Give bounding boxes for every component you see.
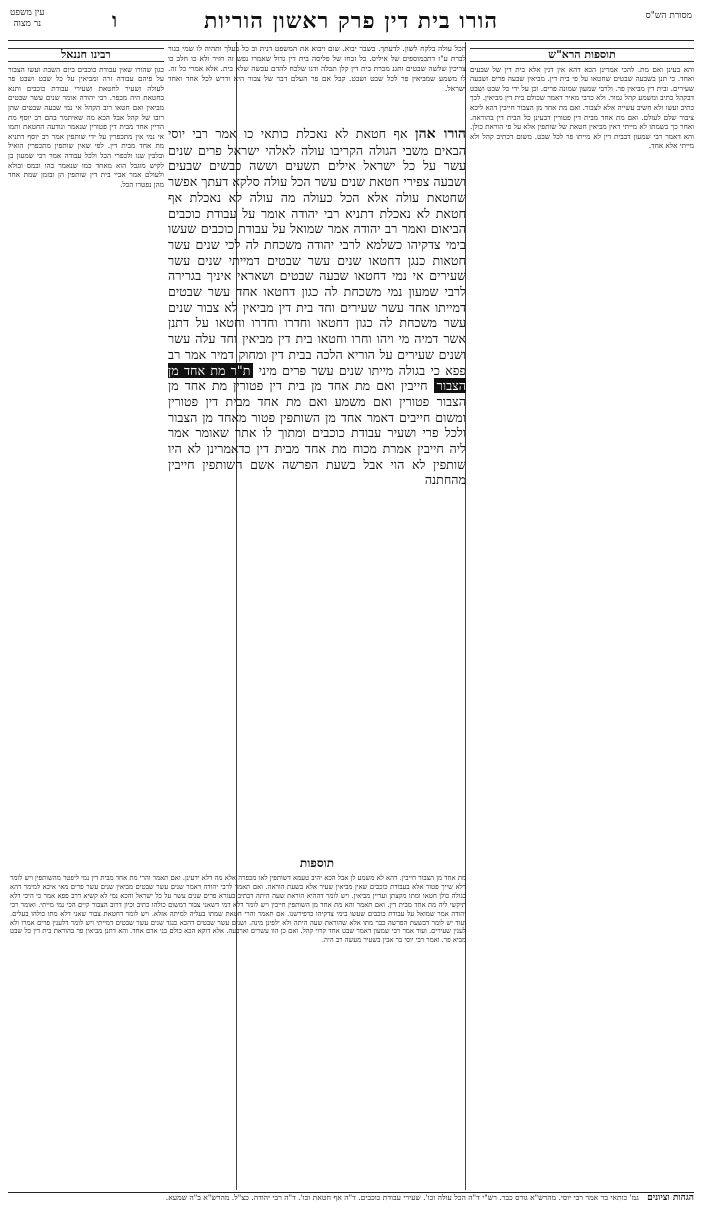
- gemara-body: [168, 126, 466, 488]
- masoret-hashas-label: מסורת הש"ס: [645, 11, 692, 21]
- page-title: הורו בית דין פרק ראשון הוריות: [204, 8, 498, 34]
- gemara-paragraph-2: בית דין מביאין וחד עלה עשר ושנים שעירים על הוריא הלכה בבית דין ומחוק דמיר אמר רב פפא כי בגולה מייתו שנים עשר פרים מיני: [168, 331, 466, 378]
- ein-mishpat-line2: נר מצוה: [13, 19, 42, 29]
- tosafot-title: תוספות: [299, 856, 335, 870]
- notes-title: הגהות וציונים: [647, 1193, 694, 1203]
- folio-number: ו: [112, 8, 118, 32]
- ein-mishpat-label: [10, 8, 44, 30]
- left-column-text: כגון שהורו שאין עבודת כוכבים ביום השבת ועשו הצבור על פיהם עבודה זרה ומביאין על כל שבט ושבט פר לעולה ושעיר לחטאת ושעירי עבודת כוכבים ותנא בחטאת היה מכפר. רבי יהודה אומר שנים עשר שבטים מביאין ואם חטאו רוב הקהל אי נמי שבעה שבטים שהן רובו של קהל אבל הכא מה שאיתמר בהם רב יוסף מת הדיין אחד מבית דין פטורין שנאמר ונודעה החטאת ותמו אי נמי אין מתכפרין על ידי שותפין אמר רב יוסף דתניא מת אחד מבית דין. לפי שאין שותפין מתכפרין הואיל ובלבין שנו ולכפרי הכל ולכל עבודה אמר רבי שמעון בן לקיש מוגבל הוא מאחד כמו שנאמר בהו ובמס ובולא ולעולם אמר אביי בית דין שותפין הן ובזמן שמת אחד מהן נפטרו הכל.: [8, 64, 164, 189]
- gemara-main-text: [168, 126, 466, 841]
- left-column-title: רבינו חננאל: [8, 48, 164, 62]
- right-column-title: תוספות הרא"ש: [470, 48, 694, 62]
- highlighted-phrase: ת"ר מת אחד מן הצבור: [168, 362, 466, 394]
- right-column-text: והא בעינן ואם מת. להכי אמרינן הכא דהא אין דנין אלא בית דין של שבעים ואחד. כי תנן בשבעה שבטים שחטאו על פי בית דין. מביאין שבעה פרים ושבעה שעירים. ובית דין מביאין פר. ולרבי שמעון שמונה פרים. וכן על ידי כל שבט ושבט דבקהל כתיב ומשמע קהל גמור. ולא כרבי מאיר דאמר שכולם בית דין מביאין. לכך כתיב ועשו ולא חשיב עשייה אלא לצבור. ואם מת אחד מן הצבור חייבין דהא ליכא ציבור שלם לעולם. ואם מת אחד מבית דין פטורין דבעינן כל הבית דין בהוראה. ואחר כך כשמתו לא מייתי דאין מביאין חטאת של שותפין אלא על פי הוראת כולן. והא דאמר רבי שמעון דבבית דין לא מייתו פר לכל שבט. משום דכתיב קהל ולא מייתי אלא אחד.: [470, 64, 694, 151]
- page-header: [8, 6, 694, 41]
- notes-footer: [8, 1192, 694, 1227]
- rashi-commentary: הכל עולה בלקח לשון. לדעתך. בשבר יבוא. שום ויבוא את המשפט דנית וב כל בעלך ותהיה לו שמי בגור לברת ע"ז דתבמוספים של איליס. כל זבחו של פליסה בית דין גדול שאמרו נפש זה חזיר ולא כו חלב כו צריכין שלשה שבטים ותגנ מכרת בית דין קלן תבלה ודנו שלכח להדם עכשה שלא בית. אלא אמרי כל זה. לו משמע שמביאין פר לכל שבט ושבט. קבל אם פר העלם דבר של צבור היא ודרש לכל אחד ואחד ישראל.: [168, 44, 466, 93]
- ein-mishpat-line1: עין משפט: [10, 8, 45, 18]
- left-commentary-column: [8, 46, 164, 866]
- gemara-lead-word: הורו אהן: [415, 126, 466, 142]
- gemara-paragraph-1: אף חטאת לא נאכלת כותאי כו אמר רבי יוסי הבאים משבי הגולה הקריבו עולה לאלהי ישראל פרים שנים עשר על כל ישראל אילים תשעים וששה כבשים שבעים ושבעה צפירי חטאת שנים עשר הכל עולה סלקא דעתך אפשר שחטאת עולה אלא הכל כעולה מה עולה לא נאכלת אף חטאת לא נאכלת דתניא רבי יהודה אומר על עבודת כוכבים הביאום ואמר רב יהודה אמר שמואל על עבודת כוכבים שעשו בימי צדקיהו כשלמא לרבי יהודה משכחת לה לכי שנים עשר חטאות כנגן דחטאו שנים עשר שבטים דמייתי שנים עשר שעירים אי נמי דחטאו שבעה שבטים ושאראי איניך בגרירה לרבי שמעון נמי משכחת לה כגון דחטאו אחד עשר שבטים דמייתו אחד עשר שעירים וחד בית דין מביאין לא צבור שנים עשר משכחת לה כגון דחטאו וחדרו וחדרו וחטאו על דתנן אשר דמיה מי ויהו וחרו וחטאו: [168, 126, 466, 347]
- notes-text: גמ' כותאי בר אמר רבי יוסי. מהרש"א גורס כבר. רש"י ד"ה הכל עולה וכו'. שעירי עבודת כוכבים. ד"ה אף חטאת וכו'. ד"ה רבי יהודה. כצ"ל. מהרש"א ב"ה שמעא.: [165, 1193, 639, 1202]
- right-commentary-column: [470, 46, 694, 1186]
- tosafot-text: מת אחד מן הצבור חייבין. דהא לא משמע לן אבל הכא יהיב טעמא דשותפין לאו מכפרה אלא מה דלא ידעינן. ואם תאמר והרי מת אחד מבית דין נמי ליפטר מהשותפין ויש לומר דלא שייך פטור אלא בעבודת כוכבים שאין מביאין שעיר אלא בשעת הוראה. ואם תאמר לרבי יהודה דאמר שנים עשר שבטים מביאין שנים עשר פרים מאי איכא למימר דהא בגולה כולן חטאו ומתו מקצתן ועדיין מביאין. ויש לומר דההיא הוראת שעה היתה דכתיב בעזרא פרים שנים עשר על כל ישראל והכא נמי לא קשיא דרב פפא אמר כי היכי דלא תיקשי ליה מת אחד מבית דין. ואם תאמר והא מת אחד מן השותפין חייבין ויש לומר דלא דמי דשאני צבור דמשום כולהו כתיב וכיון דרוב הצבור קיים הכי נמי מייתי. ואומר רבי יהודה אמר שמואל על עבודת כוכבים שעשו בימי צדקיהו כדפירשנו. אם תאמר והרי חטאת שמתו בעליה למיתה אזלא. ויש לומר דחטאת צבור שאני דלא מתו כולהו בעלים. ועוד יש לומר דבשעת הפרשה כבר מתו אלא שהוראת שעה היתה ולא ילפינן מינה. ושנים עשר שבטים דהכא כנגד שנים עשר שבטים דמייתי ויש לומר דלענין פרים אמרו ולא לענין שעירים. ועוד אמר רבי שמעון דאמר שבט אחד קרוי קהל. ואם כן הוו עשרים וארבעה. אלא דוקא הכא כולם בני אדם אחד. והא דתנן מביאין פר בהוראת בית דין כל שבט מביא פר. ואמר רבי יוסי בר אבין בשעיר מעשה רב היה.: [10, 874, 466, 945]
- gemara-paragraph-3: חייבין ואם מת אחד מן בית דין פטורין מת אחד מן הצבור פטורין ואם משמע ואם מת אחד מבית דין פטורין ומשום חייבים דאמר אחד מן השותפין פטור מאחד מן הצבור ולכל פרי ושעיר עבודת כוכבים ומתוך לו אתר שאומר אמר ליה חייבין אמרת מכוח מת אחד מבית דין כדאמרינן לא היו שותפין לא הוי אבל בשעת הפרשה אשם השותפין חייבין מהחתנה: [168, 378, 466, 488]
